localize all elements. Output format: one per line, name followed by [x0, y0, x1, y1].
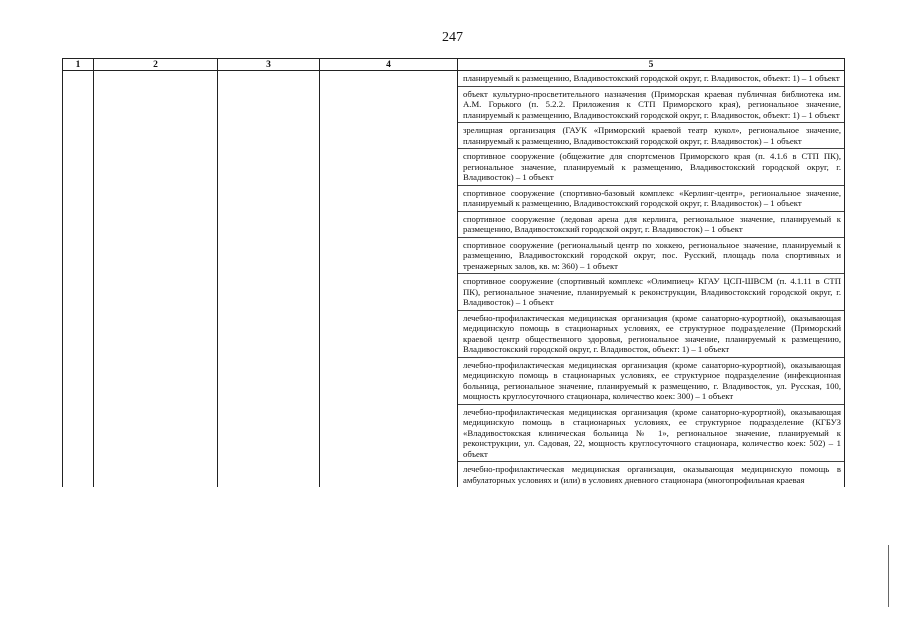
column-header-4: 4 — [320, 59, 458, 71]
table-header-row — [63, 59, 845, 71]
object-entry: спортивное сооружение (ледовая арена для керлинга, региональное значение, планируемый к размещению, Владивостокский городской округ, г. Владивосток) – 1 объект — [458, 212, 844, 238]
object-entry: лечебно-профилактическая медицинская организация (кроме санаторно-курортной), оказывающая медицинскую помощь в стационарных условиях, ее структурное подразделение (инфекционная больница, региональное значение, планируемый к размещению, г. Владивосток, ул. Русская, 100, мощность круглосуточного стационара, количество коек: 300) – 1 объект — [458, 358, 844, 405]
object-entry: лечебно-профилактическая медицинская организация (кроме санаторно-курортной), оказывающая медицинскую помощь в стационарных условиях, ее структурное подразделение (Приморский краевой центр общественного здоровья, региональное значение, планируемый к размещению, Владивостокский городской округ, г. Владивосток, объект: 1) – 1 объект — [458, 311, 844, 358]
page-edge-line — [888, 545, 889, 607]
document-table — [62, 58, 845, 487]
object-entry: спортивное сооружение (спортивный комплекс «Олимпиец» КГАУ ЦСП-ШВСМ (п. 4.1.11 в СТП ПК), региональное значение, планируемый к реконструкции, Владивостокский городской округ, г. Владивосток) – 1 объект — [458, 274, 844, 311]
object-entry: планируемый к размещению, Владивостокский городской округ, г. Владивосток, объект: 1) – 1 объект — [458, 71, 844, 87]
column-5-cell — [458, 71, 845, 488]
object-entry: спортивное сооружение (общежитие для спортсменов Приморского края (п. 4.1.6 в СТП ПК), региональное значение, планируемый к размещению, Владивостокский городской округ, г. Владивосток) – 1 объект — [458, 149, 844, 186]
column-1-cell — [63, 71, 94, 488]
column-header-1: 1 — [63, 59, 94, 71]
column-header-5: 5 — [458, 59, 845, 71]
object-entry: объект культурно-просветительного назначения (Приморская краевая публичная библиотека им. А.М. Горького (п. 5.2.2. Приложения к СТП Приморского края), региональное значение, планируемый к размещению, Владивостокский городской округ, г. Владивосток, объект: 1) – 1 объект — [458, 87, 844, 124]
column-header-3: 3 — [218, 59, 320, 71]
table-row — [63, 71, 845, 488]
object-entry: лечебно-профилактическая медицинская организация (кроме санаторно-курортной), оказывающая медицинскую помощь в стационарных условиях, ее структурное подразделение (КГБУЗ «Владивостокская клиническая больница № 1», региональное значение, планируемый к реконструкции, ул. Садовая, 22, мощность круглосуточного стационара, количество коек: 502) – 1 объект — [458, 405, 844, 463]
column-header-2: 2 — [94, 59, 218, 71]
object-entry: лечебно-профилактическая медицинская организация, оказывающая медицинскую помощь в амбулаторных условиях и (или) в условиях дневного стационара (многопрофильная краевая — [463, 464, 841, 485]
column-3-cell — [218, 71, 320, 488]
object-entry: спортивное сооружение (спортивно-базовый комплекс «Керлинг-центр», региональное значение, планируемый к размещению, Владивостокский городской округ, г. Владивосток) – 1 объект — [458, 186, 844, 212]
column-2-cell — [94, 71, 218, 488]
page-number: 247 — [442, 30, 463, 45]
column-4-cell — [320, 71, 458, 488]
object-entry: спортивное сооружение (региональный центр по хоккею, региональное значение, планируемый к размещению, Владивостокский городской округ, пос. Русский, площадь пола спортивных и тренажерных залов, кв. м: 360) – 1 объект — [458, 238, 844, 275]
object-entry: зрелищная организация (ГАУК «Приморский краевой театр кукол», региональное значение, планируемый к размещению, Владивостокский городской округ, г. Владивосток) – 1 объект — [458, 123, 844, 149]
